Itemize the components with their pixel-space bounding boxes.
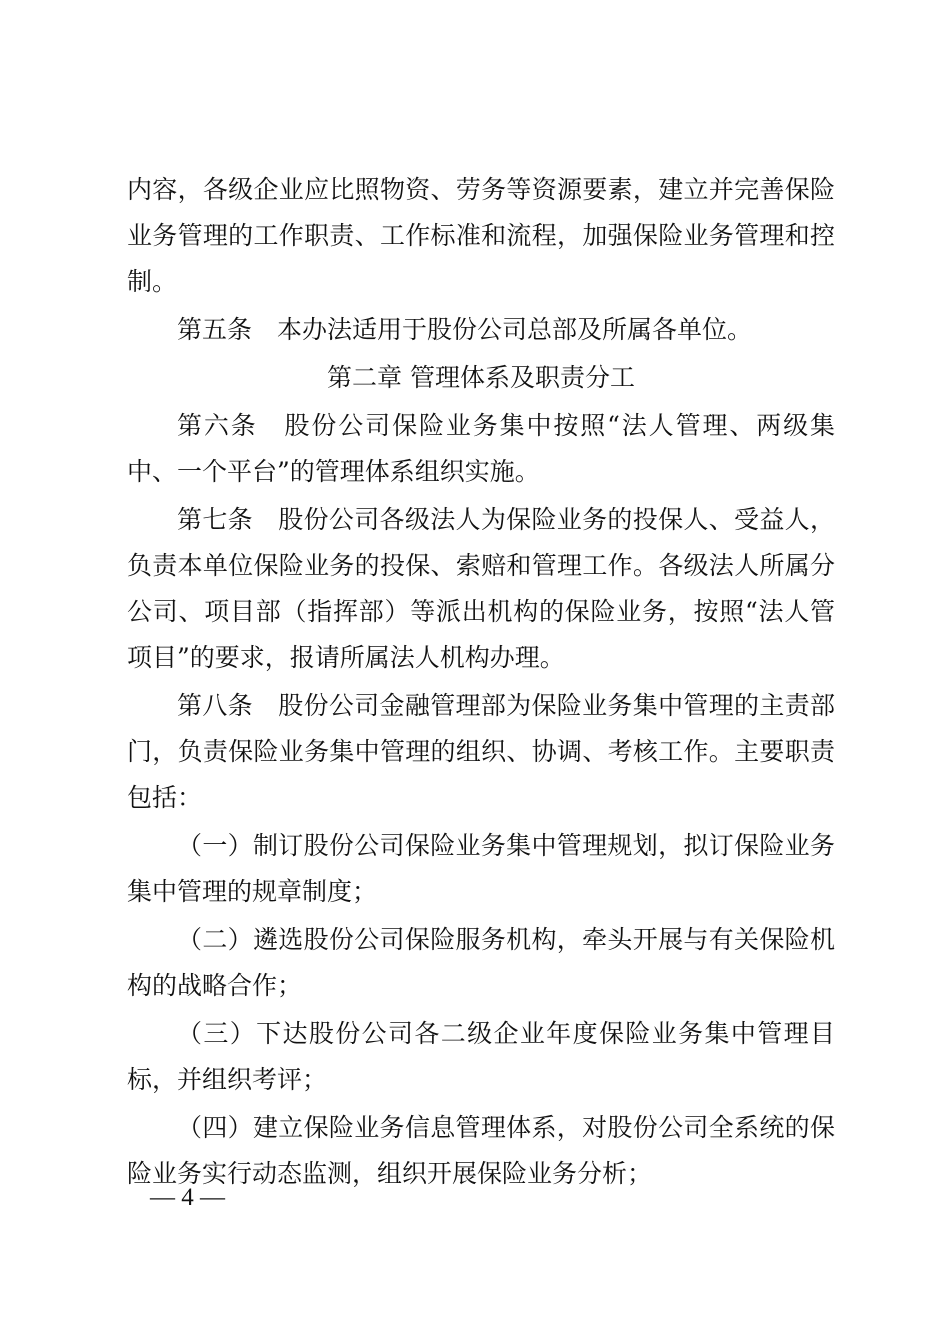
article-5: 第五条 本办法适用于股份公司总部及所属各单位。 — [177, 315, 753, 344]
chapter-heading: 第二章 管理体系及职责分工 — [327, 363, 635, 392]
duty-item-1: （一）制订股份公司保险业务集中管理规划，拟订保险业务集中管理的规章制度； — [127, 831, 835, 906]
duty-item-4: （四）建立保险业务信息管理体系，对股份公司全系统的保险业务实行动态监测，组织开展保险业务分析； — [127, 1113, 835, 1188]
duty-item-3: （三）下达股份公司各二级企业年度保险业务集中管理目标，并组织考评； — [127, 1019, 835, 1094]
paragraph-continuation: 内容，各级企业应比照物资、劳务等资源要素，建立并完善保险业务管理的工作职责、工作标准和流程，加强保险业务管理和控制。 — [127, 175, 835, 296]
duty-item-2: （二）遴选股份公司保险服务机构，牵头开展与有关保险机构的战略合作； — [127, 925, 835, 1000]
document-body — [127, 167, 835, 1199]
page-number: — 4 — — [150, 1184, 225, 1211]
article-6: 第六条 股份公司保险业务集中按照“法人管理、两级集中、一个平台”的管理体系组织实施。 — [127, 411, 835, 486]
article-7: 第七条 股份公司各级法人为保险业务的投保人、受益人，负责本单位保险业务的投保、索赔和管理工作。各级法人所属分公司、项目部（指挥部）等派出机构的保险业务，按照“法人管项目”的要求，报请所属法人机构办理。 — [127, 505, 835, 672]
article-8: 第八条 股份公司金融管理部为保险业务集中管理的主责部门，负责保险业务集中管理的组织、协调、考核工作。主要职责包括： — [127, 691, 835, 812]
